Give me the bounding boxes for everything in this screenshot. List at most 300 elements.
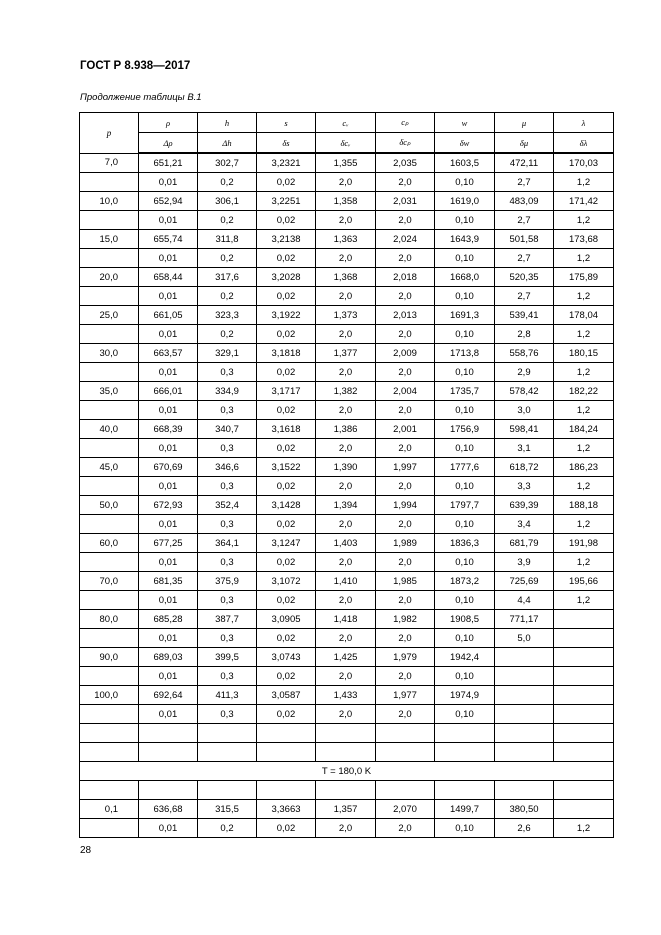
table-cell: 0,10 (435, 401, 495, 420)
table-cell: 1756,9 (435, 420, 495, 439)
table-cell: 0,01 (139, 819, 198, 838)
pressure-cell: 20,0 (80, 268, 139, 287)
table-cell: 0,01 (139, 173, 198, 192)
table-cell: 184,24 (554, 420, 614, 439)
table-cell (495, 743, 554, 762)
table-cell: 651,21 (139, 153, 198, 173)
table-cell: 1,982 (376, 610, 435, 629)
table-cell: 2,0 (376, 173, 435, 192)
table-cell: 1713,8 (435, 344, 495, 363)
table-cell: 689,03 (139, 648, 198, 667)
pressure-cell (80, 401, 139, 420)
table-row (80, 153, 614, 173)
table-caption: Продолжение таблицы В.1 (80, 92, 202, 103)
table-cell: 0,2 (198, 325, 257, 344)
pressure-cell (80, 287, 139, 306)
table-cell: 2,0 (316, 325, 376, 344)
table-row (80, 363, 614, 382)
table-cell: 315,5 (198, 800, 257, 819)
table-cell (554, 743, 614, 762)
table-row (80, 743, 614, 762)
table-cell: 0,02 (257, 591, 316, 610)
table-cell: 2,013 (376, 306, 435, 325)
table-row (80, 496, 614, 515)
table-cell: 195,66 (554, 572, 614, 591)
table-cell: 2,0 (316, 629, 376, 648)
pressure-cell: 40,0 (80, 420, 139, 439)
table-row (80, 610, 614, 629)
table-cell: 0,2 (198, 287, 257, 306)
table-cell: 0,3 (198, 705, 257, 724)
table-cell: 173,68 (554, 230, 614, 249)
table-cell: 306,1 (198, 192, 257, 211)
table-cell: 0,01 (139, 515, 198, 534)
table-cell: 0,02 (257, 363, 316, 382)
table-row (80, 686, 614, 705)
pressure-cell: 80,0 (80, 610, 139, 629)
table-cell: 0,02 (257, 439, 316, 458)
table-cell: 1942,4 (435, 648, 495, 667)
table-cell (198, 724, 257, 743)
temperature-label: T = 180,0 K (80, 762, 614, 781)
pressure-cell: 7,0 (80, 153, 139, 173)
table-cell: 0,02 (257, 477, 316, 496)
table-row (80, 648, 614, 667)
document-title: ГОСТ Р 8.938—2017 (80, 60, 191, 72)
table-cell: 375,9 (198, 572, 257, 591)
table-cell: 3,3 (495, 477, 554, 496)
table-cell: 0,02 (257, 325, 316, 344)
pressure-cell (80, 629, 139, 648)
table-cell: 2,009 (376, 344, 435, 363)
pressure-cell (80, 743, 139, 762)
table-cell: 520,35 (495, 268, 554, 287)
table-cell: 1,2 (554, 477, 614, 496)
pressure-cell: 0,1 (80, 800, 139, 819)
table-cell: 1,979 (376, 648, 435, 667)
table-cell: 0,02 (257, 401, 316, 420)
table-row (80, 819, 614, 838)
table-cell (495, 724, 554, 743)
table-row (80, 173, 614, 192)
table-cell: 1643,9 (435, 230, 495, 249)
table-cell (435, 724, 495, 743)
table-cell: 317,6 (198, 268, 257, 287)
header-quantity: h (198, 113, 257, 133)
table-row (80, 325, 614, 344)
table-row (80, 287, 614, 306)
pressure-cell: 25,0 (80, 306, 139, 325)
table-cell: 182,22 (554, 382, 614, 401)
table-cell (554, 724, 614, 743)
header-uncertainty: δw (435, 133, 495, 154)
table-cell: 323,3 (198, 306, 257, 325)
table-cell: 311,8 (198, 230, 257, 249)
table-cell: 186,23 (554, 458, 614, 477)
table-cell: 1,2 (554, 249, 614, 268)
table-cell: 0,10 (435, 705, 495, 724)
table-cell: 1,977 (376, 686, 435, 705)
header-uncertainty-row (80, 133, 614, 154)
table-cell: 685,28 (139, 610, 198, 629)
table-cell: 2,0 (316, 515, 376, 534)
table-cell: 3,2028 (257, 268, 316, 287)
table-cell: 3,1717 (257, 382, 316, 401)
table-cell: 0,3 (198, 591, 257, 610)
table-cell: 387,7 (198, 610, 257, 629)
table-cell: 0,10 (435, 629, 495, 648)
table-cell: 2,035 (376, 153, 435, 173)
table-cell: 2,8 (495, 325, 554, 344)
table-cell: 0,02 (257, 287, 316, 306)
table-cell: 472,11 (495, 153, 554, 173)
table-cell: 0,10 (435, 667, 495, 686)
table-cell: 1,425 (316, 648, 376, 667)
table-cell: 2,0 (316, 819, 376, 838)
table-cell: 2,0 (316, 705, 376, 724)
table-cell: 668,39 (139, 420, 198, 439)
table-cell: 1499,7 (435, 800, 495, 819)
table-cell: 352,4 (198, 496, 257, 515)
table-row (80, 572, 614, 591)
pressure-cell (80, 515, 139, 534)
table-cell: 0,01 (139, 553, 198, 572)
table-cell: 0,2 (198, 173, 257, 192)
table-cell: 0,10 (435, 515, 495, 534)
table-cell: 2,0 (376, 363, 435, 382)
table-cell: 0,10 (435, 439, 495, 458)
header-quantity: μ (495, 113, 554, 133)
table-cell (257, 743, 316, 762)
table-cell: 1,386 (316, 420, 376, 439)
table-cell (376, 743, 435, 762)
table-cell: 666,01 (139, 382, 198, 401)
table-cell: 2,0 (376, 553, 435, 572)
table-cell: 1,989 (376, 534, 435, 553)
header-quantity: ρ (139, 113, 198, 133)
table-cell: 3,1522 (257, 458, 316, 477)
table-cell: 175,89 (554, 268, 614, 287)
table-cell: 2,0 (376, 477, 435, 496)
table-cell: 672,93 (139, 496, 198, 515)
pressure-cell (80, 477, 139, 496)
table-cell (198, 781, 257, 800)
table-cell: 0,01 (139, 211, 198, 230)
table-cell: 0,02 (257, 249, 316, 268)
table-cell: 0,3 (198, 629, 257, 648)
table-cell (435, 743, 495, 762)
table-cell: 4,4 (495, 591, 554, 610)
table-cell (554, 705, 614, 724)
table-cell: 1,2 (554, 173, 614, 192)
table-cell: 0,2 (198, 819, 257, 838)
table-cell: 0,02 (257, 819, 316, 838)
table-cell: 0,01 (139, 363, 198, 382)
table-cell: 0,02 (257, 629, 316, 648)
pressure-cell: 70,0 (80, 572, 139, 591)
pressure-cell (80, 591, 139, 610)
pressure-cell (80, 705, 139, 724)
table-row (80, 724, 614, 743)
table-row (80, 420, 614, 439)
table-cell: 0,10 (435, 173, 495, 192)
table-cell: 5,0 (495, 629, 554, 648)
table-cell: 1,985 (376, 572, 435, 591)
table-cell: 1,2 (554, 439, 614, 458)
table-cell: 0,02 (257, 705, 316, 724)
table-cell: 2,0 (376, 439, 435, 458)
table-cell: 2,0 (376, 591, 435, 610)
table-cell: 0,3 (198, 553, 257, 572)
table-cell: 1873,2 (435, 572, 495, 591)
table-cell: 1777,6 (435, 458, 495, 477)
header-pressure: p (80, 113, 139, 154)
table-row (80, 477, 614, 496)
table-cell: 3,2138 (257, 230, 316, 249)
table-cell: 0,3 (198, 477, 257, 496)
table-cell: 0,01 (139, 591, 198, 610)
table-cell (554, 686, 614, 705)
table-cell (316, 781, 376, 800)
table-cell: 178,04 (554, 306, 614, 325)
table-cell: 1797,7 (435, 496, 495, 515)
header-quantity: cᵥ (316, 113, 376, 133)
table-cell (554, 629, 614, 648)
table-cell: 3,1618 (257, 420, 316, 439)
table-cell: 1,382 (316, 382, 376, 401)
table-cell: 2,7 (495, 287, 554, 306)
table-cell: 2,018 (376, 268, 435, 287)
table-cell: 1,2 (554, 819, 614, 838)
table-cell: 1,2 (554, 325, 614, 344)
table-cell (495, 705, 554, 724)
table-cell: 1974,9 (435, 686, 495, 705)
table-row (80, 192, 614, 211)
table-cell: 578,42 (495, 382, 554, 401)
table-cell: 1668,0 (435, 268, 495, 287)
table-cell: 1,994 (376, 496, 435, 515)
table-cell: 3,0587 (257, 686, 316, 705)
table-cell: 725,69 (495, 572, 554, 591)
header-quantity: w (435, 113, 495, 133)
table-cell: 1,997 (376, 458, 435, 477)
table-cell: 1,2 (554, 553, 614, 572)
table-cell: 1,355 (316, 153, 376, 173)
table-cell: 0,01 (139, 667, 198, 686)
table-row (80, 458, 614, 477)
table-cell: 171,42 (554, 192, 614, 211)
table-cell: 0,01 (139, 287, 198, 306)
table-cell: 2,0 (376, 705, 435, 724)
table-cell: 1,394 (316, 496, 376, 515)
table-cell: 2,0 (316, 477, 376, 496)
table-cell: 2,0 (376, 325, 435, 344)
table-cell: 558,76 (495, 344, 554, 363)
table-cell: 346,6 (198, 458, 257, 477)
table-cell: 3,2321 (257, 153, 316, 173)
pressure-cell (80, 819, 139, 838)
table-cell: 188,18 (554, 496, 614, 515)
pressure-cell (80, 325, 139, 344)
table-cell: 329,1 (198, 344, 257, 363)
table-cell (495, 648, 554, 667)
table-cell: 2,001 (376, 420, 435, 439)
table-cell: 0,3 (198, 667, 257, 686)
header-uncertainty: Δρ (139, 133, 198, 154)
pressure-cell: 15,0 (80, 230, 139, 249)
table-cell: 2,0 (376, 401, 435, 420)
table-cell: 1,2 (554, 211, 614, 230)
table-cell: 655,74 (139, 230, 198, 249)
table-cell: 1,373 (316, 306, 376, 325)
table-row (80, 553, 614, 572)
table-cell: 0,3 (198, 515, 257, 534)
table-cell: 334,9 (198, 382, 257, 401)
table-row (80, 230, 614, 249)
table-cell (554, 781, 614, 800)
pressure-cell: 60,0 (80, 534, 139, 553)
table-cell: 1908,5 (435, 610, 495, 629)
table-cell: 1,368 (316, 268, 376, 287)
table-cell: 2,0 (316, 249, 376, 268)
table-row (80, 268, 614, 287)
temperature-row (80, 762, 614, 781)
table-cell: 2,9 (495, 363, 554, 382)
table-cell: 0,01 (139, 249, 198, 268)
table-row (80, 515, 614, 534)
table-cell (495, 686, 554, 705)
table-cell: 2,0 (376, 249, 435, 268)
table-cell: 2,0 (316, 211, 376, 230)
table-cell: 1,377 (316, 344, 376, 363)
table-cell: 0,02 (257, 515, 316, 534)
table-cell: 677,25 (139, 534, 198, 553)
table-cell: 1735,7 (435, 382, 495, 401)
pressure-cell (80, 211, 139, 230)
table-row (80, 306, 614, 325)
table-cell: 399,5 (198, 648, 257, 667)
table-cell: 1,410 (316, 572, 376, 591)
table-cell (376, 781, 435, 800)
table-cell: 1,433 (316, 686, 376, 705)
table-cell: 0,3 (198, 401, 257, 420)
table-cell: 2,0 (376, 819, 435, 838)
header-quantity: cₚ (376, 113, 435, 133)
table-cell: 0,01 (139, 325, 198, 344)
table-cell: 302,7 (198, 153, 257, 173)
table-cell: 670,69 (139, 458, 198, 477)
pressure-cell: 10,0 (80, 192, 139, 211)
table-cell: 0,01 (139, 439, 198, 458)
table-cell: 0,02 (257, 211, 316, 230)
table-cell: 3,1428 (257, 496, 316, 515)
table-cell: 180,15 (554, 344, 614, 363)
table-cell: 2,0 (316, 591, 376, 610)
table-cell: 501,58 (495, 230, 554, 249)
pressure-cell: 35,0 (80, 382, 139, 401)
table-cell: 639,39 (495, 496, 554, 515)
table-cell: 191,98 (554, 534, 614, 553)
table-cell: 2,7 (495, 211, 554, 230)
table-cell: 2,0 (376, 667, 435, 686)
table-cell: 1,357 (316, 800, 376, 819)
table-cell: 3,1072 (257, 572, 316, 591)
table-cell: 2,0 (316, 667, 376, 686)
table-cell: 3,1922 (257, 306, 316, 325)
table-cell: 3,0743 (257, 648, 316, 667)
table-cell: 2,0 (316, 401, 376, 420)
pressure-cell (80, 553, 139, 572)
table-cell (257, 781, 316, 800)
table-cell: 0,02 (257, 173, 316, 192)
table-cell: 2,0 (316, 553, 376, 572)
table-cell: 1,2 (554, 515, 614, 534)
header-uncertainty: δs (257, 133, 316, 154)
pressure-cell: 30,0 (80, 344, 139, 363)
table-cell: 1,2 (554, 363, 614, 382)
table-row (80, 211, 614, 230)
table-row (80, 667, 614, 686)
table-cell: 3,1247 (257, 534, 316, 553)
header-uncertainty: δcₚ (376, 133, 435, 154)
table-cell: 1,2 (554, 401, 614, 420)
table-cell: 2,0 (376, 287, 435, 306)
table-cell: 0,01 (139, 629, 198, 648)
table-cell: 1,2 (554, 591, 614, 610)
header-uncertainty: Δh (198, 133, 257, 154)
table-cell: 663,57 (139, 344, 198, 363)
table-cell: 661,05 (139, 306, 198, 325)
table-cell: 0,01 (139, 477, 198, 496)
table-cell: 618,72 (495, 458, 554, 477)
table-cell: 1691,3 (435, 306, 495, 325)
table-cell: 2,0 (316, 173, 376, 192)
table-cell: 3,0905 (257, 610, 316, 629)
table-cell: 1,403 (316, 534, 376, 553)
pressure-cell: 90,0 (80, 648, 139, 667)
table-cell (139, 724, 198, 743)
table-cell: 0,10 (435, 287, 495, 306)
table-cell: 681,79 (495, 534, 554, 553)
table-cell (257, 724, 316, 743)
table-cell (554, 648, 614, 667)
table-cell (554, 610, 614, 629)
table-cell: 539,41 (495, 306, 554, 325)
table-row (80, 629, 614, 648)
table-cell: 0,01 (139, 705, 198, 724)
table-cell: 2,024 (376, 230, 435, 249)
table-cell (316, 743, 376, 762)
pressure-cell (80, 781, 139, 800)
table-row (80, 591, 614, 610)
table-cell: 483,09 (495, 192, 554, 211)
table-row (80, 534, 614, 553)
pressure-cell (80, 249, 139, 268)
pressure-cell (80, 363, 139, 382)
table-cell (139, 743, 198, 762)
table-row (80, 401, 614, 420)
table-cell: 2,0 (376, 211, 435, 230)
table-row (80, 800, 614, 819)
page-number: 28 (80, 845, 92, 856)
table-cell: 0,2 (198, 211, 257, 230)
table-cell (139, 781, 198, 800)
table-cell: 1,363 (316, 230, 376, 249)
table-cell: 380,50 (495, 800, 554, 819)
table-cell: 411,3 (198, 686, 257, 705)
table-cell: 2,004 (376, 382, 435, 401)
table-cell: 2,070 (376, 800, 435, 819)
